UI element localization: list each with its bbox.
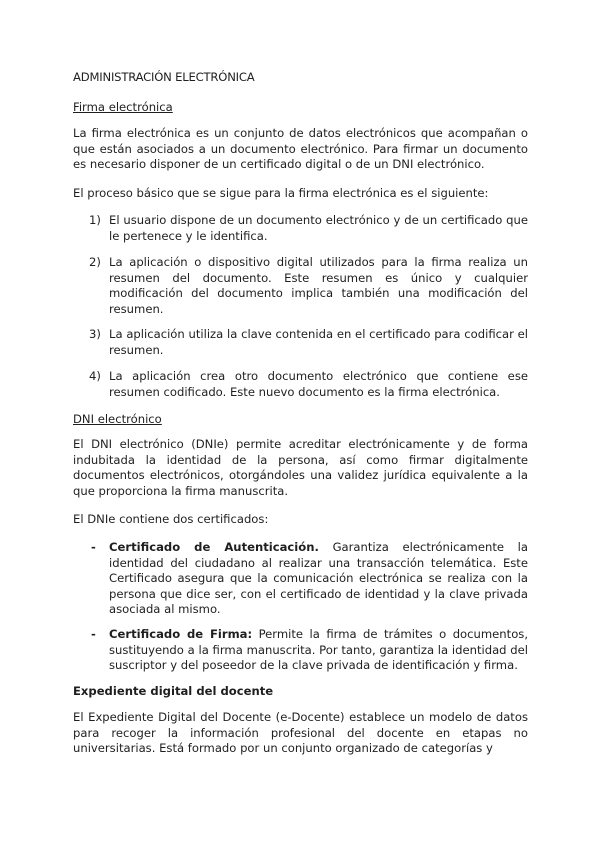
list-item — [73, 627, 528, 674]
list-item-number: 4) — [89, 369, 101, 383]
list-item-text: El usuario dispone de un documento electrónico y de un certificado que le pertenece y le identifica. — [109, 213, 528, 243]
section-heading-firma: Firma electrónica — [73, 100, 173, 114]
expediente-paragraph-1: El Expediente Digital del Docente (e-Docente) establece un modelo de datos para recoger la información profesional del docente en etapas no universitarias. Está formado por un conjunto organizado de categorías y — [73, 710, 528, 755]
section-heading-dni: DNI electrónico — [73, 412, 162, 426]
dni-paragraph-1: El DNI electrónico (DNIe) permite acreditar electrónicamente y de forma indubitada la identidad de la persona, así como firmar digitalmente documentos electrónicos, otorgándoles una validez jurídica equivalente a la que proporciona la firma manuscrita. — [73, 437, 528, 498]
list-item-number: 2) — [89, 255, 101, 269]
list-item-text: La aplicación crea otro documento electrónico que contiene ese resumen codificado. Este nuevo documento es la firma electrónica. — [109, 369, 528, 399]
firma-paragraph-1: La firma electrónica es un conjunto de datos electrónicos que acompañan o que están asociados a un documento electrónico. Para firmar un documento es necesario disponer de un certificado digital o de un DNI electrónico. — [73, 126, 528, 171]
list-item — [73, 327, 528, 358]
list-dash: - — [91, 540, 96, 554]
document-title: ADMINISTRACIÓN ELECTRÓNICA — [73, 70, 255, 84]
dni-paragraph-2: El DNIe contiene dos certificados: — [73, 512, 269, 526]
list-item-number: 3) — [89, 327, 101, 341]
firma-paragraph-2: El proceso básico que se sigue para la firma electrónica es el siguiente: — [73, 186, 489, 200]
list-item — [73, 255, 528, 317]
cert-label: Certificado de Firma: — [109, 627, 253, 641]
list-dash: - — [91, 627, 96, 641]
cert-text: Permite la firma de trámites o documentos, sustituyendo a la firma manuscrita. Por tanto, garantiza la identidad del suscriptor y del poseedor de la clave privada de identificación y firma. — [109, 627, 529, 672]
cert-label: Certificado de Autenticación. — [109, 540, 319, 554]
section-heading-expediente: Expediente digital del docente — [73, 684, 274, 698]
list-item — [73, 213, 528, 244]
list-item — [73, 369, 528, 400]
list-item-number: 1) — [89, 213, 101, 227]
list-item — [73, 540, 528, 618]
list-item-text: La aplicación utiliza la clave contenida en el certificado para codificar el resumen. — [109, 327, 528, 357]
cert-text: Garantiza electrónicamente la identidad del ciudadano al realizar una transacción telemática. Este Certificado asegura que la comunicación electrónica se realiza con la persona que dice ser, con el certificado de identidad y la clave privada asociada al mismo. — [109, 540, 528, 616]
list-item-text: La aplicación o dispositivo digital utilizados para la firma realiza un resumen del documento. Este resumen es único y cualquier modificación del documento implica también una modificación del resumen. — [109, 255, 528, 316]
